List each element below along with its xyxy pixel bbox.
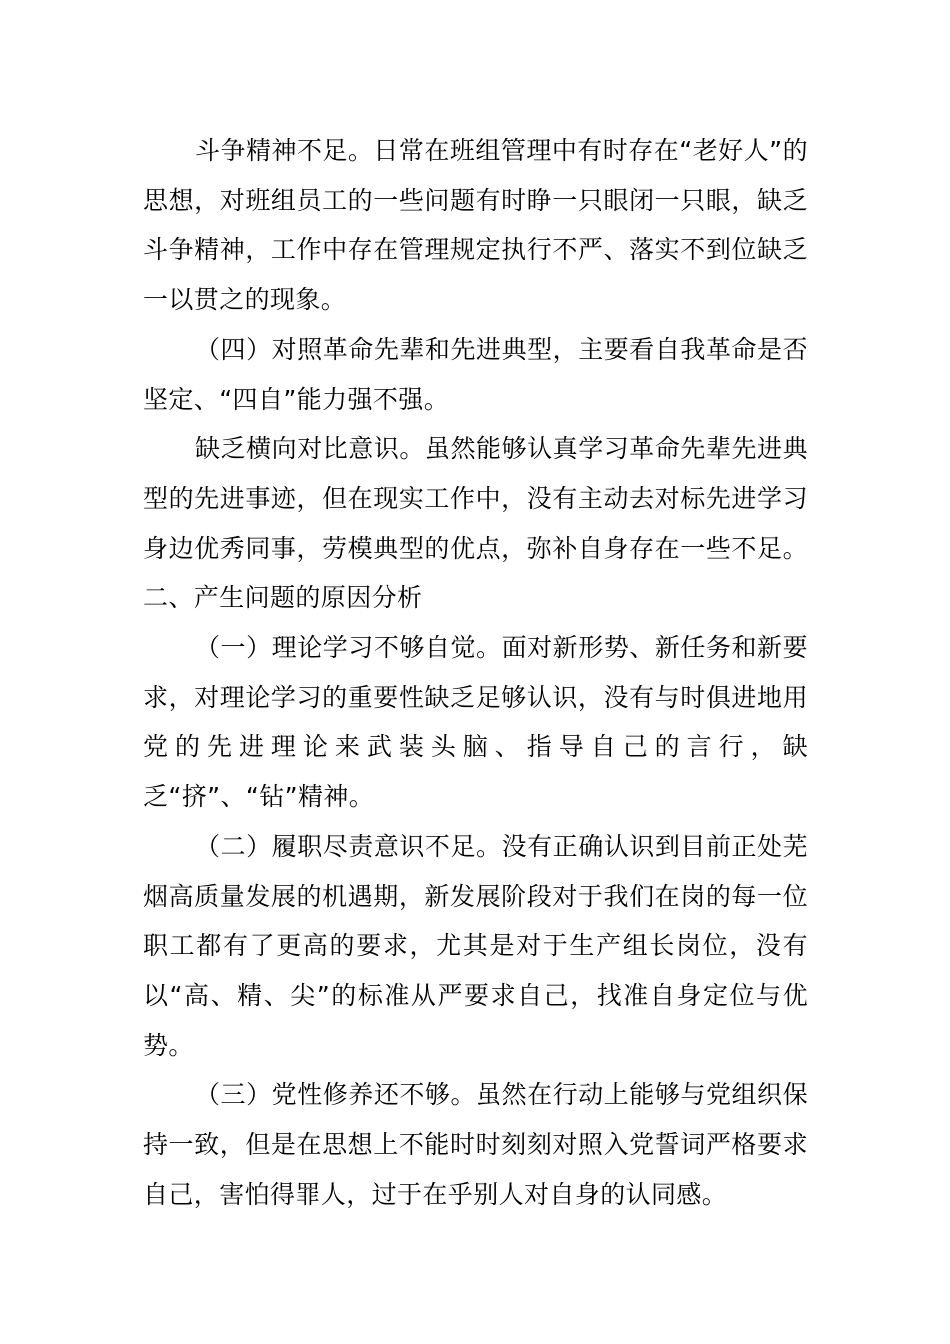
paragraph-party-cultivation: （三）党性修养还不够。虽然在行动上能够与党组织保持一致，但是在思想上不能时时刻刻对照入党誓词严格要求自己，害怕得罪人，过于在乎别人对自身的认同感。 [143,1080,808,1209]
paragraph-struggle-spirit: 斗争精神不足。日常在班组管理中有时存在“老好人”的思想，对班组员工的一些问题有时睁一只眼闭一只眼，缺乏斗争精神，工作中存在管理规定执行不严、落实不到位缺乏一以贯之的现象。 [143,136,808,315]
paragraph-theory-study: （一）理论学习不够自觉。面对新形势、新任务和新要求，对理论学习的重要性缺乏足够认识，没有与时俱进地用党的先进理论来武装头脑、指导自己的言行，缺乏“挤”、“钻”精神。 [143,633,808,812]
document-body [143,126,808,1219]
paragraph-duty-awareness: （二）履职尽责意识不足。没有正确认识到目前正处芜烟高质量发展的机遇期，新发展阶段对于我们在岗的每一位职工都有了更高的要求，尤其是对于生产组长岗位，没有以“高、精、尖”的标准从严要求自己，找准自身定位与优势。 [143,831,808,1060]
paragraph-section-four-heading: （四）对照革命先辈和先进典型，主要看自我革命是否坚定、“四自”能力强不强。 [143,334,808,414]
paragraph-comparison-awareness: 缺乏横向对比意识。虽然能够认真学习革命先辈先进典型的先进事迹，但在现实工作中，没有主动去对标先进学习身边优秀同事，劳模典型的优点，弥补自身存在一些不足。二、产生问题的原因分析 [143,434,808,613]
